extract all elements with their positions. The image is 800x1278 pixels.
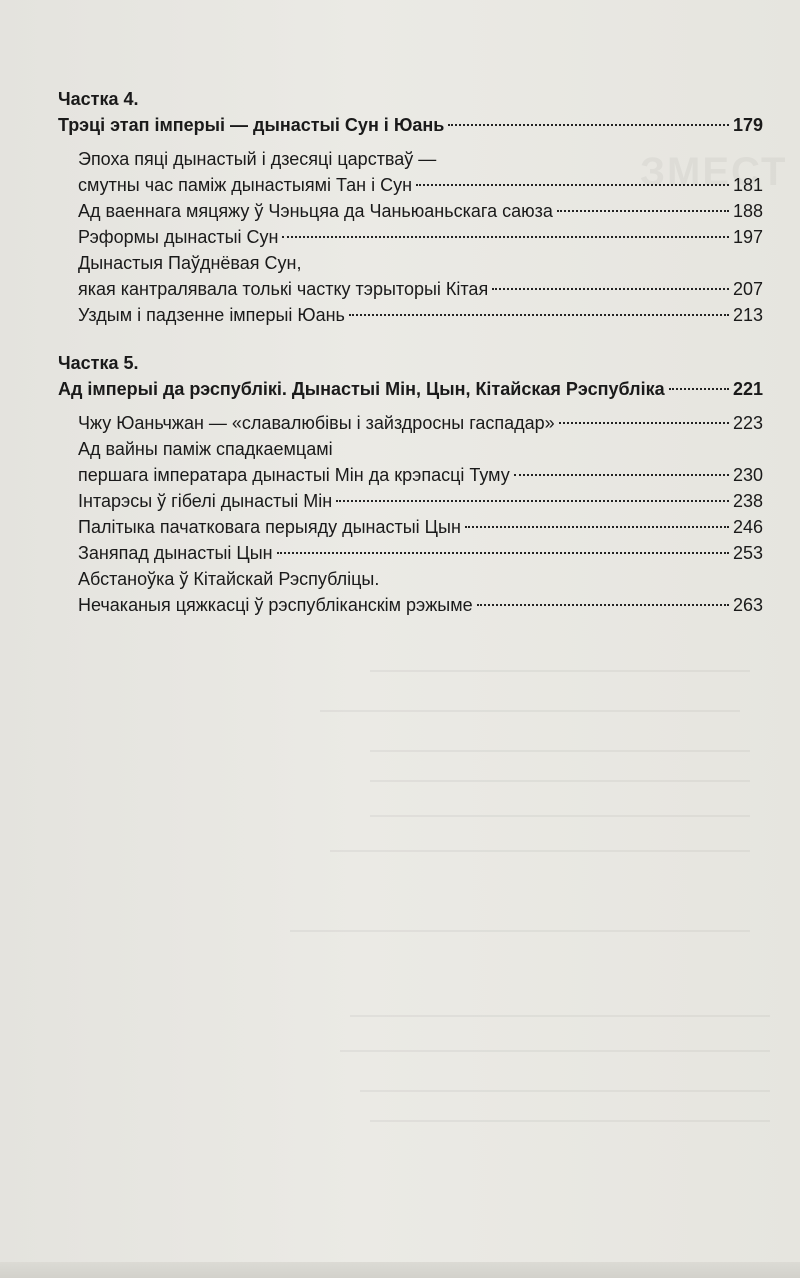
page-number: 253 [732, 543, 763, 563]
part-title: Ад імперыі да рэспублікі. Дынастыі Мін, Цын, Кітайская Рэспубліка [58, 379, 665, 399]
page-number: 263 [732, 595, 763, 615]
entry-title-line: Палітыка пачатковага перыяду дынастыі Цын [78, 517, 461, 537]
entry-title-line: смутны час паміж дынастыямі Тан і Сун [78, 175, 413, 195]
entry-title-line: першага імператара дынастыі Мін да крэпасці Туму [78, 465, 510, 485]
entry-title-line: Уздым і падзенне імперыі Юань [78, 305, 345, 325]
bleed-line [360, 1090, 770, 1092]
page-number: 197 [732, 227, 763, 247]
bleed-through-lines [40, 650, 780, 1170]
entry-row [78, 592, 763, 618]
entry-row [78, 198, 763, 224]
entry-title-line: Эпоха пяці дынастый і дзесяці царстваў — [78, 149, 437, 169]
toc-part [58, 86, 763, 328]
chapter-list [58, 410, 763, 618]
page-number: 213 [732, 305, 763, 325]
toc-entry[interactable] [78, 436, 763, 488]
bleed-line [370, 1120, 770, 1122]
page-number: 223 [732, 413, 763, 433]
toc-entry[interactable] [78, 410, 763, 436]
entry-title-line: Дынастыя Паўднёвая Сун, [78, 253, 302, 273]
entry-row [78, 540, 763, 566]
toc-entry[interactable] [78, 540, 763, 566]
entry-title-line: якая кантралявала толькі частку тэрыторыі Кітая [78, 279, 489, 299]
dot-leader [477, 604, 729, 606]
bleed-line [320, 710, 740, 712]
entry-title-line: Абстаноўка ў Кітайскай Рэспубліцы. [78, 569, 380, 589]
dot-leader [336, 500, 729, 502]
entry-title-line: Ад ваеннага мяцяжу ў Чэньцяа да Чаньюаньскага саюза [78, 201, 553, 221]
table-of-contents [58, 86, 763, 618]
toc-part [58, 350, 763, 618]
dot-leader [465, 526, 729, 528]
bleed-line [340, 1050, 770, 1052]
entry-title-line: Рэформы дынастыі Сун [78, 227, 279, 247]
toc-entry[interactable] [78, 146, 763, 198]
part-title-row[interactable] [58, 112, 763, 138]
page-number: 179 [732, 115, 763, 135]
toc-entry[interactable] [78, 566, 763, 618]
part-title-row[interactable] [58, 376, 763, 402]
toc-entry[interactable] [78, 302, 763, 328]
dot-leader [416, 184, 729, 186]
toc-entry[interactable] [78, 198, 763, 224]
entry-title-line: Заняпад дынастыі Цын [78, 543, 273, 563]
entry-title-line: Нечаканыя цяжкасці ў рэспубліканскім рэжыме [78, 595, 473, 615]
part-label: Частка 4. [58, 89, 139, 109]
entry-title-line: Ад вайны паміж спадкаемцамі [78, 439, 333, 459]
dot-leader [448, 124, 729, 126]
entry-row [78, 462, 763, 488]
toc-entry[interactable] [78, 488, 763, 514]
toc-entry[interactable] [78, 514, 763, 540]
entry-row [78, 172, 763, 198]
dot-leader [349, 314, 729, 316]
entry-row [78, 224, 763, 250]
page-number: 207 [732, 279, 763, 299]
page-number: 188 [732, 201, 763, 221]
entry-row [78, 488, 763, 514]
entry-title-line: Інтарэсы ў гібелі дынастыі Мін [78, 491, 333, 511]
entry-row [78, 514, 763, 540]
dot-leader [559, 422, 729, 424]
page-number: 181 [732, 175, 763, 195]
dot-leader [282, 236, 729, 238]
bleed-line [370, 780, 750, 782]
bleed-line [350, 1015, 770, 1017]
page-number: 246 [732, 517, 763, 537]
entry-title-line: Чжу Юаньчжан — «славалюбівы і зайздросны гаспадар» [78, 413, 555, 433]
part-label: Частка 5. [58, 353, 139, 373]
page-number: 238 [732, 491, 763, 511]
dot-leader [514, 474, 729, 476]
entry-row [78, 302, 763, 328]
dot-leader [277, 552, 729, 554]
bleed-line [370, 670, 750, 672]
page-edge [0, 1262, 800, 1278]
entry-row [78, 410, 763, 436]
toc-entry[interactable] [78, 250, 763, 302]
bleed-line [330, 850, 750, 852]
bleed-line [370, 815, 750, 817]
bleed-line [290, 930, 750, 932]
part-title: Трэці этап імперыі — дынастыі Сун і Юань [58, 115, 445, 135]
dot-leader [492, 288, 729, 290]
dot-leader [669, 388, 729, 390]
dot-leader [557, 210, 729, 212]
page-number: 221 [732, 379, 763, 399]
entry-row [78, 276, 763, 302]
page-number: 230 [732, 465, 763, 485]
bleed-line [370, 750, 750, 752]
chapter-list [58, 146, 763, 328]
toc-entry[interactable] [78, 224, 763, 250]
